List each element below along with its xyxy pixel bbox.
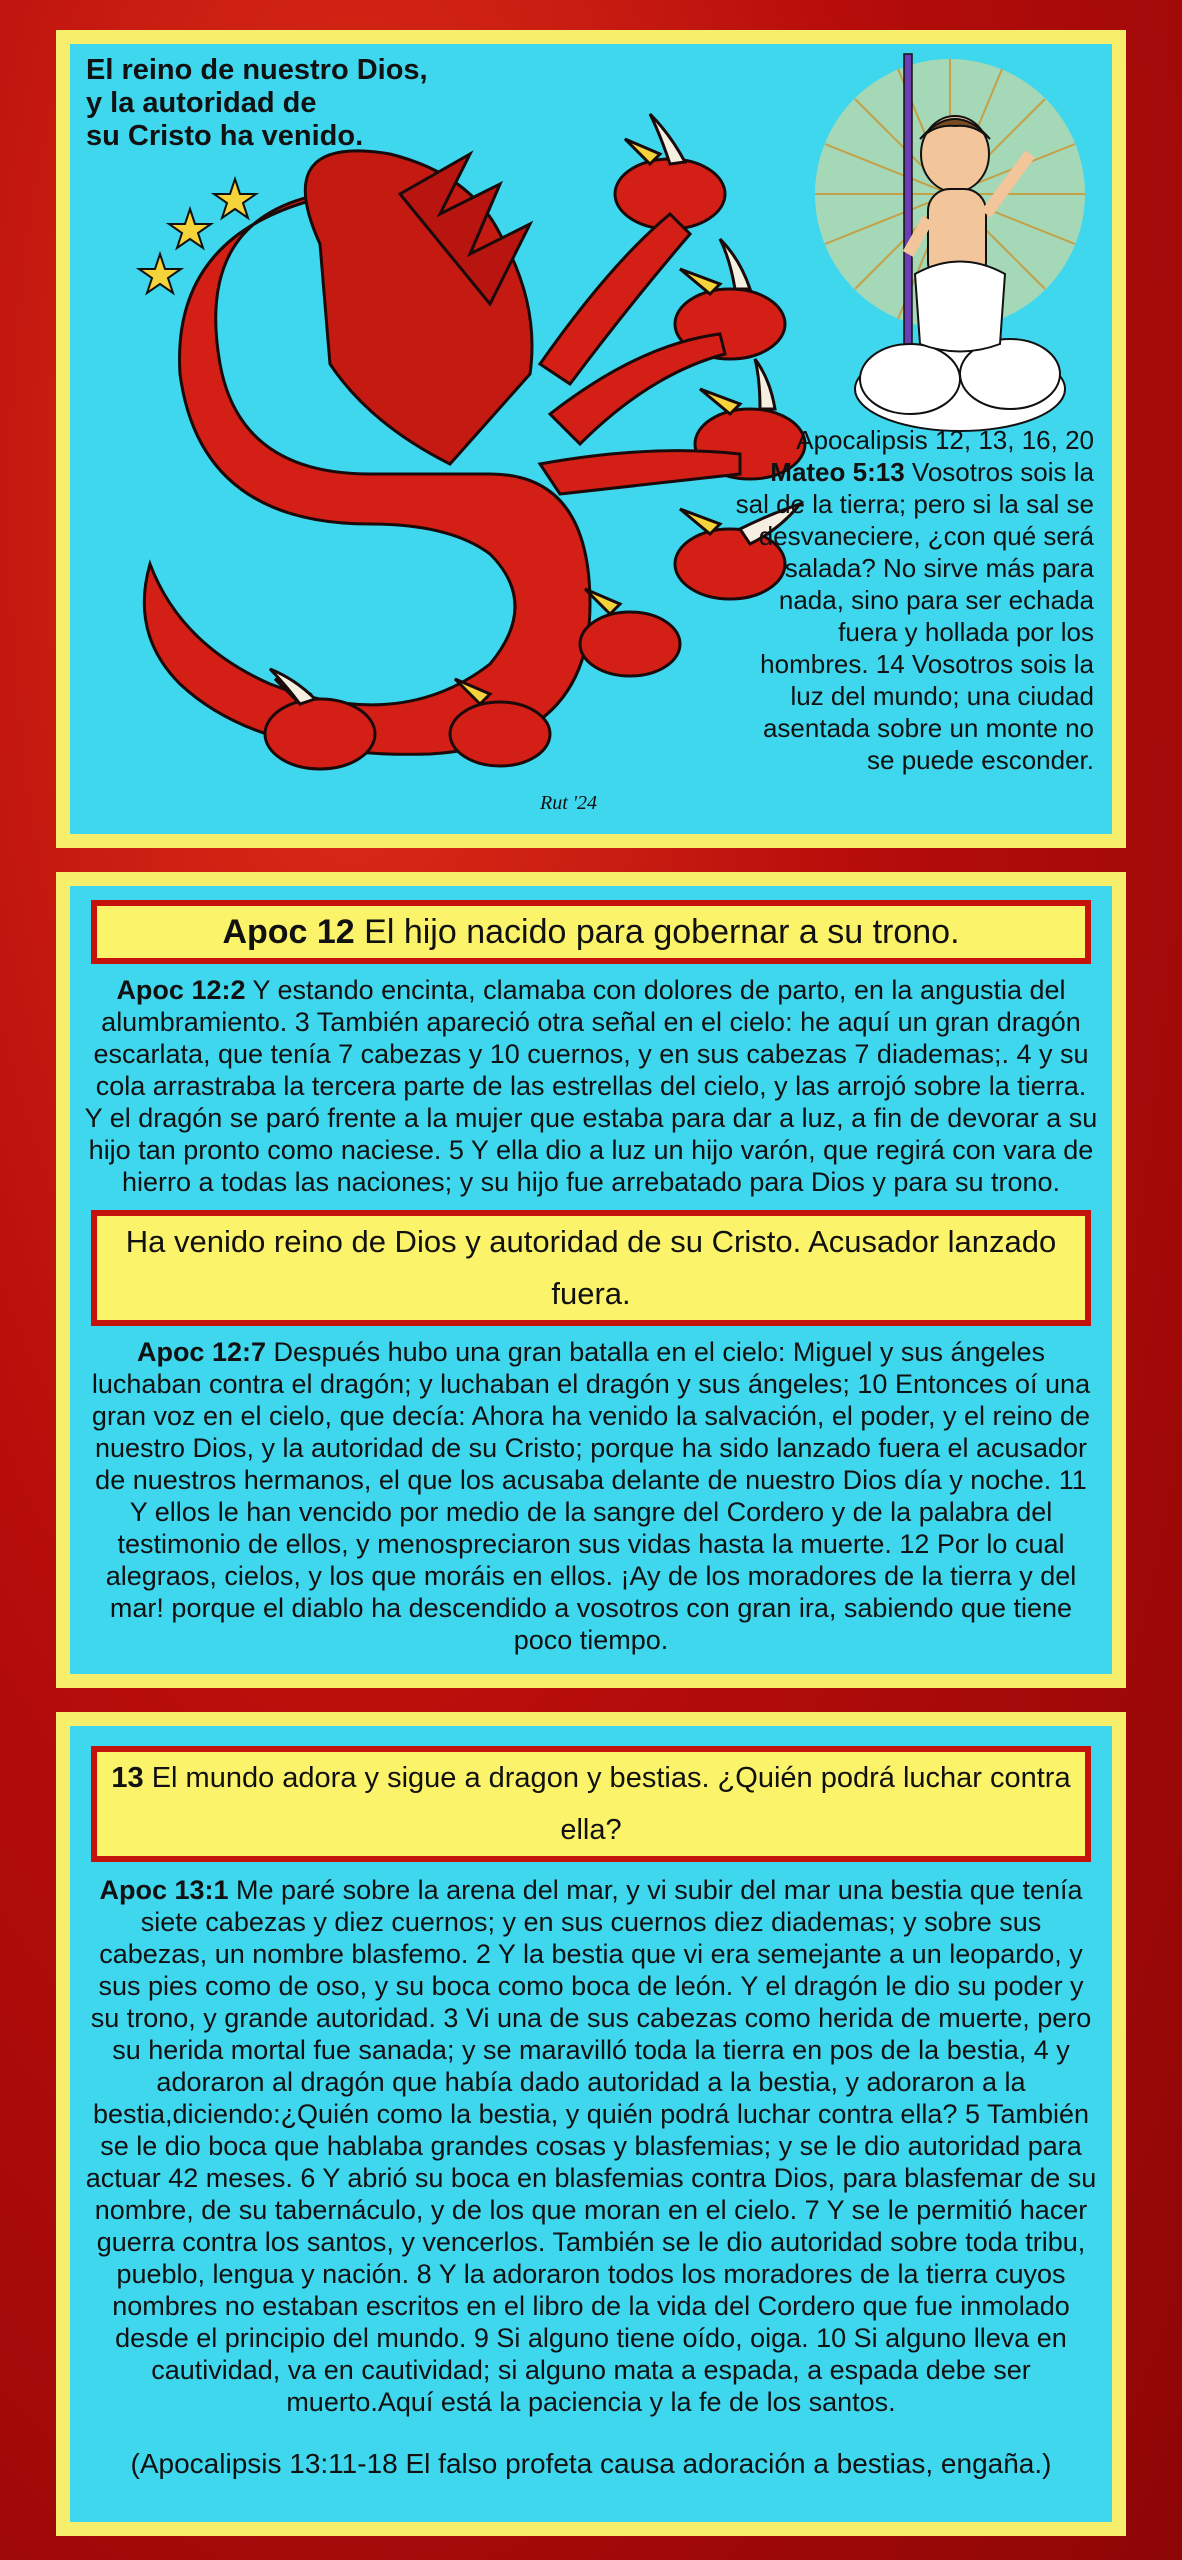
top-illustration-panel (56, 30, 1126, 848)
heading-text: El hijo nacido para gobernar a su trono. (364, 913, 960, 951)
mateo-label: Mateo 5:13 (770, 457, 905, 487)
revelation-12-subheading (91, 1210, 1091, 1326)
revelation-13-inner (70, 1726, 1112, 2522)
scripture-reference-block (734, 424, 1094, 776)
paragraph-label: Apoc 13:1 (99, 1875, 229, 1905)
revelation-12-inner (70, 886, 1112, 1674)
quote-line-1: El reino de nuestro Dios, (86, 54, 428, 86)
cloud-icon (855, 339, 1065, 431)
heading-bold: Apoc 12 (222, 913, 355, 951)
headline-quote (86, 54, 428, 153)
quote-line-3: su Cristo ha venido. (86, 120, 364, 152)
artist-signature: Rut '24 (540, 792, 598, 814)
paragraph-text: Y estando encinta, clamaba con dolores de parto, en la angustia del alumbramiento. 3 También apareció otra señal en el cielo: he aquí un gran dragón escarlata, que tenía 7 cabezas y 10 cuernos, y en sus cabezas 7 diademas;. 4 y su cola arrastraba la tercera parte de las estrellas del cielo, y las arrojó sobre la tierra. Y el dragón se paró frente a la mujer que estaba para dar a luz, a fin de devorar a su hijo tan pronto como naciese. 5 Y ella dio a luz un hijo varón, que regirá con vara de hierro a todas las naciones; y su hijo fue arrebatado para Dios y para su trono. (84, 975, 1098, 1197)
reference-header: Apocalipsis 12, 13, 16, 20 (796, 425, 1094, 455)
revelation-12-2-paragraph (70, 974, 1112, 1198)
revelation-12-heading (91, 900, 1091, 964)
revelation-13-panel (56, 1712, 1126, 2536)
paragraph-text: Después hubo una gran batalla en el cielo: Miguel y sus ángeles luchaban contra el dragón; y luchaban el dragón y sus ángeles; 10 Entonces oí una gran voz en el cielo, que decía: Ahora ha venido la salvación, el poder, y el reino de nuestro Dios, y la autoridad de su Cristo; porque ha sido lanzado fuera el acusador de nuestros hermanos, el que los acusaba delante de nuestro Dios día y noche. 11 Y ellos le han vencido por medio de la sangre del Cordero y de la palabra del testimonio de ellos, y menospreciaron sus vidas hasta la muerte. 12 Por lo cual alegraos, cielos, y los que moráis en ellos. ¡Ay de los moradores de la tierra y del mar! porque el diablo ha descendido a vosotros con gran ira, sabiendo que tiene poco tiempo. (91, 1337, 1091, 1655)
heading-text: El mundo adora y sigue a dragon y bestias. ¿Quién podrá luchar contra ella? (151, 1762, 1071, 1846)
mateo-text: Vosotros sois la sal de la tierra; pero si la sal se desvaneciere, ¿con qué será salada? No sirve más para nada, sino para ser echada fuera y hollada por los hombres. 14 Vosotros sois la luz del mundo; una ciudad asentada sobre un monte no se puede esconder. (735, 457, 1094, 775)
revelation-12-panel (56, 872, 1126, 1688)
revelation-13-heading (91, 1746, 1091, 1862)
dragon-icon (144, 151, 590, 754)
paragraph-text: Me paré sobre la arena del mar, y vi subir del mar una bestia que tenía siete cabezas y diez cuernos; y en sus cuernos diez diademas; y sobre sus cabezas, un nombre blasfemo. 2 Y la bestia que vi era semejante a un leopardo, y sus pies como de oso, y su boca como boca de león. Y el dragón le dio su poder y su trono, y grande autoridad. 3 Vi una de sus cabezas como herida de muerte, pero su herida mortal fue sanada; y se maravilló toda la tierra en pos de la bestia, 4 y adoraron al dragón que había dado autoridad a la bestia, y adoraron a la bestia,diciendo:¿Quién como la bestia, y quién podrá luchar contra ella? 5 También se le dio boca que hablaba grandes cosas y blasfemias; y se le dio autoridad para actuar 42 meses. 6 Y abrió su boca en blasfemias contra Dios, para blasfemar de su nombre, de su tabernáculo, y de los que moran en el cielo. 7 Y se le permitió hacer guerra contra los santos, y vencerlos. También se le dio autoridad sobre toda tribu, pueblo, lengua y nación. 8 Y la adoraron todos los moradores de la tierra cuyos nombres no estaban escritos en el libro de la vida del Cordero que fue inmolado desde el principio del mundo. 9 Si alguno tiene oído, oiga. 10 Si alguno lleva en cautividad, va en cautividad; si alguno mata a espada, a espada debe ser muerto.Aquí está la paciencia y la fe de los santos. (85, 1875, 1097, 2417)
top-illustration-inner (70, 44, 1112, 834)
staff-icon (904, 54, 912, 354)
false-prophet-reference: (Apocalipsis 13:11-18 El falso profeta causa adoración a bestias, engaña.) (130, 2448, 1052, 2479)
subheading-text: Ha venido reino de Dios y autoridad de su Cristo. Acusador lanzado fuera. (125, 1224, 1057, 1311)
revelation-13-1-paragraph (70, 1874, 1112, 2418)
revelation-12-7-paragraph (70, 1336, 1112, 1656)
quote-line-2: y la autoridad de (86, 87, 317, 119)
paragraph-label: Apoc 12:2 (116, 975, 246, 1005)
heading-bold: 13 (111, 1762, 144, 1794)
paragraph-label: Apoc 12:7 (136, 1337, 266, 1367)
